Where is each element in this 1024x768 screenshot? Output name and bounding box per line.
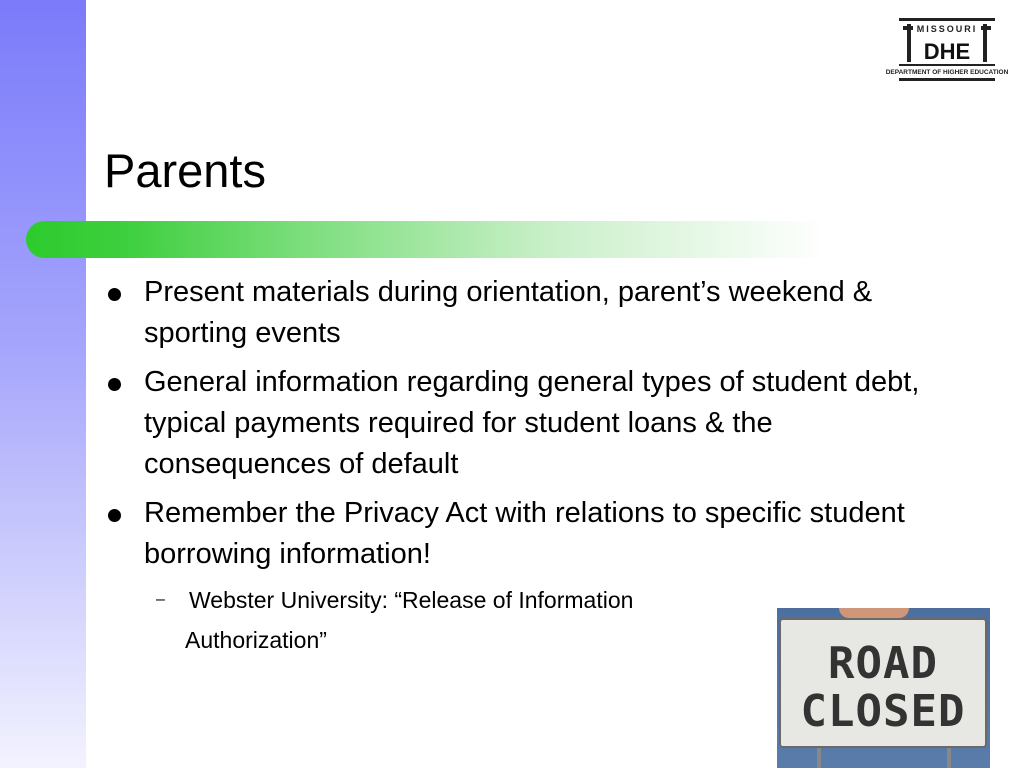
warning-light bbox=[839, 608, 909, 618]
logo-top-text: MISSOURI bbox=[916, 24, 978, 34]
bullet-item bbox=[104, 362, 934, 485]
sub-bullet bbox=[156, 580, 776, 660]
bullet-dot-icon bbox=[108, 378, 121, 391]
sign-post bbox=[817, 748, 821, 768]
sign-board bbox=[779, 618, 987, 748]
bullet-item bbox=[104, 493, 934, 575]
dhe-logo bbox=[885, 16, 1009, 86]
sub-bullet-line1: Webster University: “Release of Information bbox=[189, 587, 634, 613]
bullet-text: Present materials during orientation, parent’s weekend & sporting events bbox=[144, 276, 873, 349]
left-decorative-band bbox=[0, 0, 86, 768]
bullet-dot-icon bbox=[108, 288, 121, 301]
sign-post bbox=[947, 748, 951, 768]
bullet-dot-icon bbox=[108, 509, 121, 522]
sign-line-2: CLOSED bbox=[800, 686, 966, 737]
title-underline-bar bbox=[26, 221, 826, 258]
bullet-text: General information regarding general types of student debt, typical payments required for student loans & the consequences of default bbox=[144, 366, 920, 480]
bullet-item bbox=[104, 272, 934, 354]
logo-main-text: DHE bbox=[923, 39, 971, 64]
sign-line-1: ROAD bbox=[828, 638, 938, 689]
road-closed-photo bbox=[777, 608, 990, 768]
sub-bullet-dash: – bbox=[156, 591, 165, 608]
bullet-list bbox=[104, 272, 934, 583]
logo-bottom-text: DEPARTMENT OF HIGHER EDUCATION bbox=[885, 69, 1009, 76]
slide-title: Parents bbox=[104, 144, 266, 197]
sub-bullet-line2: Authorization” bbox=[185, 627, 327, 653]
bullet-text: Remember the Privacy Act with relations to specific student borrowing information! bbox=[144, 497, 905, 570]
